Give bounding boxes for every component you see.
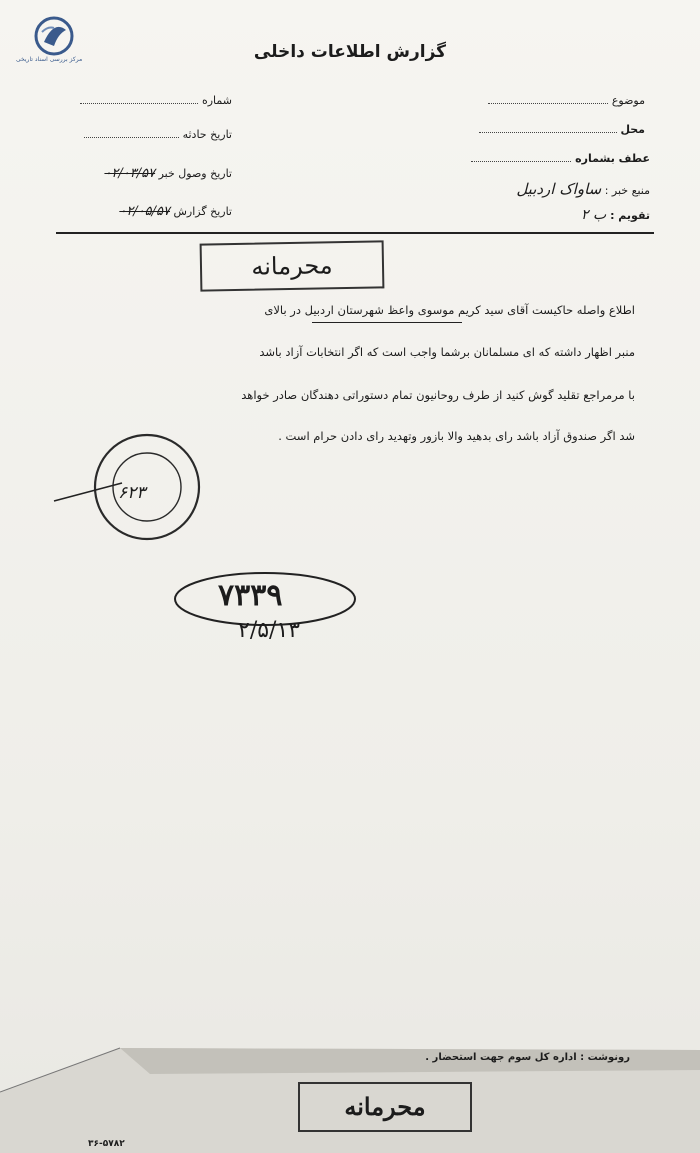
corner-number: ۳۶-۵۷۸۲ [88,1139,125,1149]
place-blank [479,123,617,133]
circled-number: ۷۳۳۹ [218,578,283,613]
page-title: گزارش اطلاعات داخلی [253,42,447,62]
report-date-value: ۰۲/۰۵/۵۷ [119,204,170,219]
source-label: منبع خبر : [604,184,650,197]
reference-field [470,152,650,165]
source-value: ساواک اردبیل [516,180,602,198]
incident-date-label: تاریخ حادثه [182,128,232,141]
subject-blank [488,94,608,104]
receipt-date-value: ۰۲/۰۳/۵۷ [104,166,156,181]
evaluation-value: ب ۲ [581,207,607,223]
source-field [470,180,650,198]
evaluation-label: تقویم : [610,209,650,222]
subject-field [470,94,645,107]
round-stamp-number: ۶۲۳ [118,483,146,503]
reference-label: عطف بشماره [575,152,650,165]
body-line-1: اطلاع واصله حاکیست آقای سید کریم موسوی واعظ شهرستان اردبیل در بالای [264,303,635,317]
confidential-stamp-top: محرمانه [200,240,385,291]
footer-copy-note: رونوشت : اداره کل سوم جهت استحضار . [425,1052,630,1063]
subject-label: موضوع [611,94,645,107]
place-label: محل [620,123,645,136]
header-divider [56,232,654,234]
receipt-date-field [62,166,232,181]
incident-date-blank [84,128,179,138]
number-field [62,94,232,107]
place-field [470,123,645,136]
incident-date-field [62,128,232,141]
number-label: شماره [201,94,232,107]
handwritten-date: ۲/۵/۱۳ [238,618,301,643]
confidential-stamp-bottom: محرمانه [298,1082,472,1132]
report-date-label: تاریخ گزارش [173,205,232,218]
evaluation-field [470,207,650,223]
receipt-date-label: تاریخ وصول خبر [158,167,232,180]
name-underline [312,322,462,323]
number-blank [80,94,198,104]
body-line-4: شد اگر صندوق آزاد باشد رای بدهید والا بازور وتهدید رای دادن حرام است . [278,429,635,443]
report-date-field [62,204,232,219]
body-line-3: با مرمراجع تقلید گوش کنید از طرف روحانیون تمام دستوراتی دهندگان صادر خواهد [241,388,635,402]
body-line-2: منبر اظهار داشته که ای مسلمانان برشما واجب است که اگر انتخابات آزاد باشد [259,345,635,359]
reference-blank [471,152,571,162]
logo-caption: مرکز بررسی اسناد تاریخی [16,56,83,63]
